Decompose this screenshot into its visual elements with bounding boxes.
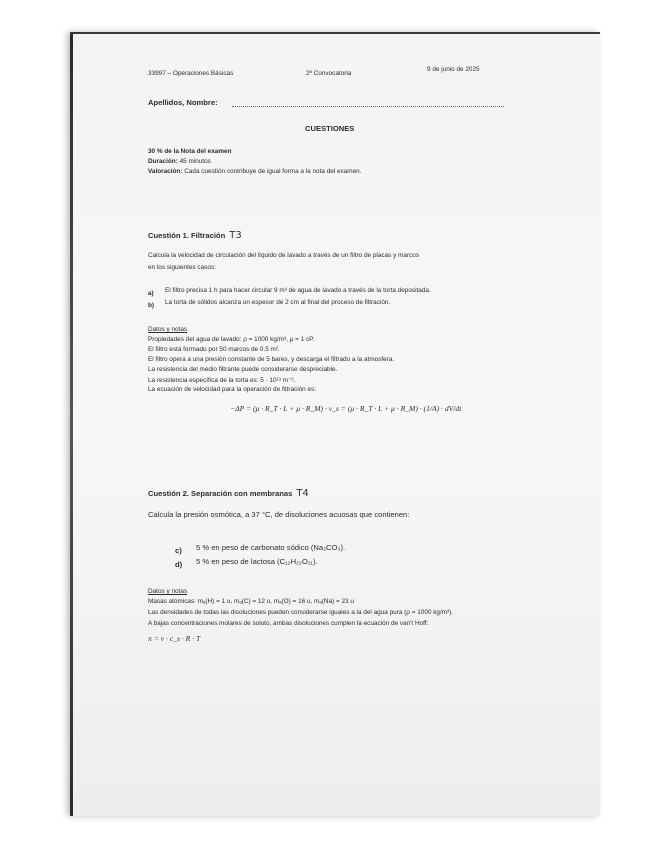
q2-d-label: d) [175, 560, 183, 569]
q1-title: Cuestión 1. Filtración T3 [148, 230, 242, 241]
q1-intro-line1: Calcula la velocidad de circulación del líquido de lavado a través de un filtro de placas y marcos [148, 252, 420, 259]
margin-mark [70, 450, 72, 452]
q1-a-text: El filtro precisa 1 h para hacer circular 9 m³ de agua de lavado a través de la torta depositada. [165, 287, 431, 294]
q2-intro: Calcula la presión osmótica, a 37 °C, de disoluciones acuosas que contienen: [148, 510, 410, 519]
q1-note-2: El filtro está formado por 50 marcos de 0.5 m². [148, 346, 280, 353]
q2-c-label: c) [175, 546, 182, 555]
q2-notes-title: Datos y notas [148, 588, 188, 595]
q1-b-text: La torta de sólidos alcanza un espesor de 2 cm al final del proceso de filtración. [165, 299, 391, 306]
q1-note-6: La ecuación de velocidad para la operación de filtración es: [148, 386, 317, 393]
name-label: Apellidos, Nombre: [148, 98, 218, 107]
q1-equation: −ΔP = (μ · R_T · L + μ · R_M) · v_s = (μ · R_T · L + μ · R_M) · (1/A) · dV/dt [230, 404, 462, 413]
q1-handwritten-tag: T3 [229, 230, 242, 241]
q1-b-label: b) [148, 302, 155, 309]
valuation-row: Valoración: Cada cuestión contribuye de igual forma a la nota del examen. [148, 168, 362, 175]
q2-title: Cuestión 2. Separación con membranas T4 [148, 488, 309, 499]
q1-note-4: La resistencia del medio filtrante puede considerarse despreciable. [148, 366, 338, 373]
name-line [232, 106, 504, 107]
exam-date: 9 de junio de 2025 [427, 66, 480, 73]
q1-note-1: Propiedades del agua de lavado: ρ = 1000 kg/m³, μ = 1 cP. [148, 336, 315, 343]
q1-note-5: La resistencia específica de la torta es: 5 · 10¹³ m⁻². [148, 377, 296, 384]
duration-row: Duración: 45 minutos [148, 158, 211, 165]
exam-weight: 30 % de la Nota del examen [148, 148, 232, 155]
q1-note-3: El filtro opera a una presión constante de 5 bares, y descarga el filtrado a la atmosfera. [148, 356, 395, 363]
q2-d-text: 5 % en peso de lactosa (C₁₂H₂₂O₁₁). [196, 557, 318, 566]
q1-intro-line2: en los siguientes casos: [148, 264, 216, 271]
page-title: CUESTIONES [305, 124, 355, 133]
exam-call: 2ª Convocatoria [306, 70, 352, 77]
q2-note-3: A bajas concentraciones molares de soluto, ambas disoluciones cumplen la ecuación de van't Hoff: [148, 620, 429, 627]
q2-handwritten-tag: T4 [296, 488, 309, 499]
q2-note-2: Las densidades de todas las disoluciones pueden considerarse iguales a la del agua pura (ρ = 1000 kg/m³). [148, 609, 454, 616]
q2-c-text: 5 % en peso de carbonato sódico (Na₂CO₃). [196, 543, 346, 552]
course-code: 33997 – Operaciones Básicas [148, 70, 234, 77]
q1-notes-title: Datos y notas [148, 326, 188, 333]
q1-a-label: a) [148, 290, 154, 297]
q2-equation: π = ν · c_s · R · T [148, 634, 201, 643]
q2-note-1: Masas atómicas: mₐ(H) = 1 u, mₐ(C) = 12 u, mₐ(O) = 16 u, mₐ(Na) = 23 u [148, 598, 354, 605]
